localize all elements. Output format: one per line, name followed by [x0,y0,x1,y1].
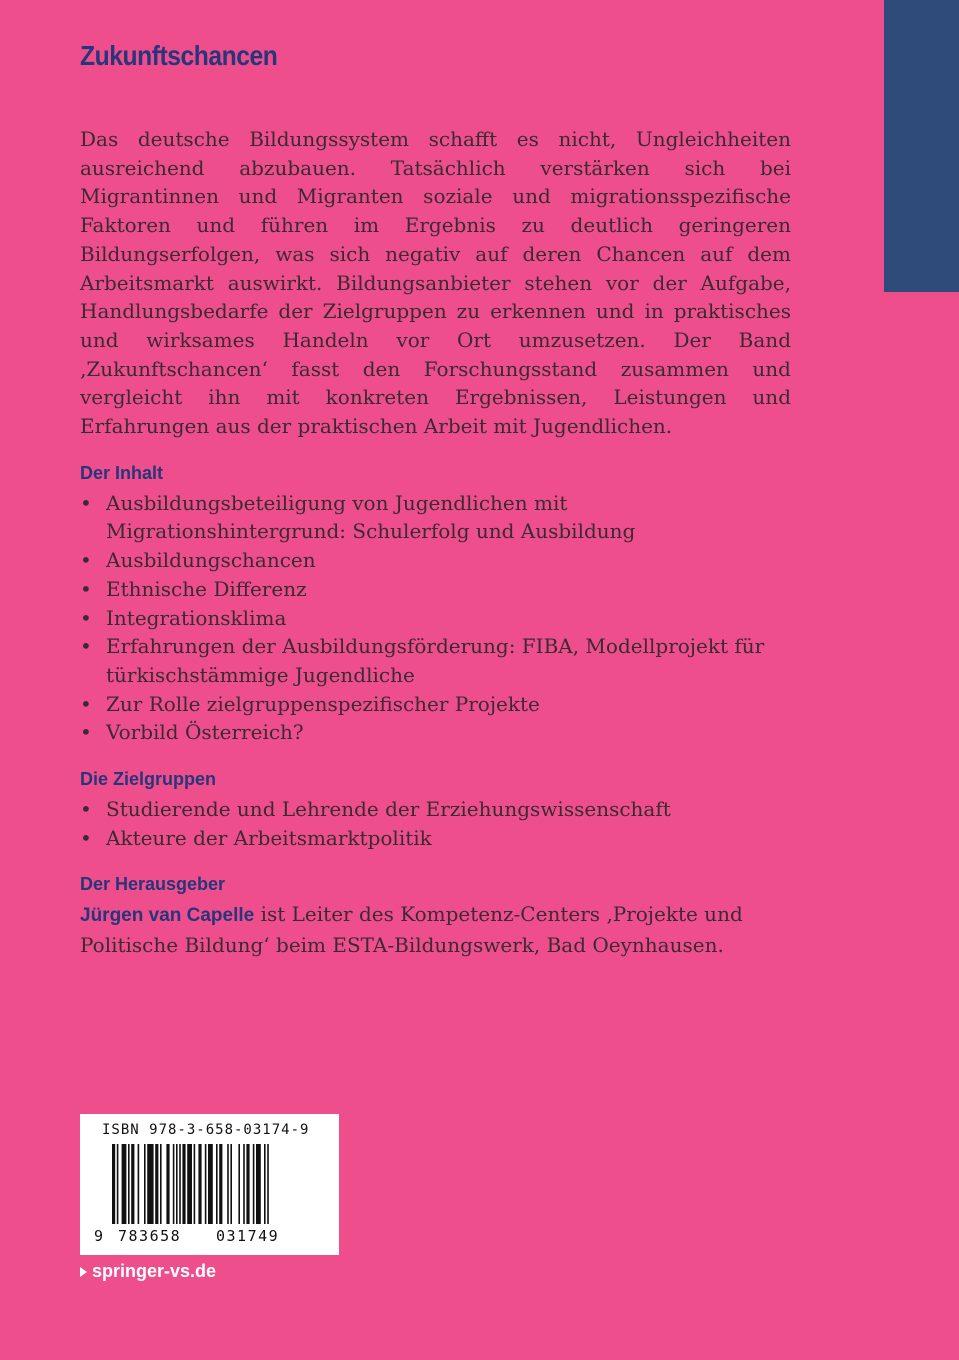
list-item: • Vorbild Österreich? [80,718,791,747]
intro-paragraph: Das deutsche Bildungssystem schafft es nicht, Ungleichheiten ausreichend abzubauen. Tatsächlich verstärken sich bei Migrantinnen und Migranten soziale und migrationsspezifische Faktoren und führen im Ergebnis zu deutlich geringeren Bildungserfolgen, was sich negativ auf deren Chancen auf dem Arbeitsmarkt auswirkt. Bildungsanbieter stehen vor der Aufgabe, Handlungsbedarfe der Zielgruppen zu erkennen und in praktisches und wirksames Handeln vor Ort umzusetzen. Der Band ‚Zukunftschancen‘ fasst den Forschungsstand zusammen und vergleicht ihn mit konkreten Ergebnissen, Leistungen und Erfahrungen aus der praktischen Arbeit mit Jugendlichen. [80,127,791,439]
ean-right-digits: 031749 [216,1227,280,1245]
bullet-icon: • [80,576,92,601]
bullet-icon: • [80,605,92,630]
list-item: • Zur Rolle zielgruppenspezifischer Projekte [80,690,791,719]
list-item: • Studierende und Lehrende der Erziehungswissenschaft [80,795,791,824]
audience-list [80,795,791,852]
list-item: • Ausbildungschancen [80,546,791,575]
editor-description: ist Leiter des Kompetenz-Centers ‚Projekte und Politische Bildung‘ beim ESTA-Bildungswerk, Bad Oeynhausen. [80,902,743,958]
isbn-number: ISBN 978-3-658-03174-9 [102,1122,310,1138]
book-title: Zukunftschancen [80,40,278,71]
list-item: • Ausbildungsbeteiligung von Jugendlichen mit Migrationshintergrund: Schulerfolg und Ausbildung [80,490,636,544]
editor-heading: Der Herausgeber [80,874,226,895]
audience-heading: Die Zielgruppen [80,769,217,790]
website-label: springer-vs.de [92,1261,217,1281]
bullet-icon: • [80,720,92,745]
list-item: • Integrationsklima [80,604,791,633]
back-cover-text [80,125,791,960]
bullet-icon: • [80,691,92,716]
ean-left-digits: 783658 [118,1227,182,1245]
editor-name: Jürgen van Capelle [80,905,255,927]
isbn-barcode [80,1114,339,1255]
bullet-icon: • [80,490,92,515]
list-item: • Erfahrungen der Ausbildungsförderung: FIBA, Modellprojekt für türkischstämmige Jugendliche [80,634,765,687]
barcode-bars-icon [112,1144,312,1240]
publisher-website-link[interactable] [80,1261,216,1282]
contents-list [80,489,791,747]
bullet-icon: • [80,548,92,573]
list-item: • Ethnische Differenz [80,575,791,604]
list-item: • Akteure der Arbeitsmarktpolitik [80,824,791,853]
corner-color-tab [884,0,959,292]
contents-heading: Der Inhalt [80,462,164,483]
ean-first-digit: 9 [94,1227,104,1245]
arrow-right-icon [80,1267,87,1277]
bullet-icon: • [80,634,92,659]
bullet-icon: • [80,825,92,850]
bullet-icon: • [80,797,92,822]
editor-paragraph [80,900,791,959]
